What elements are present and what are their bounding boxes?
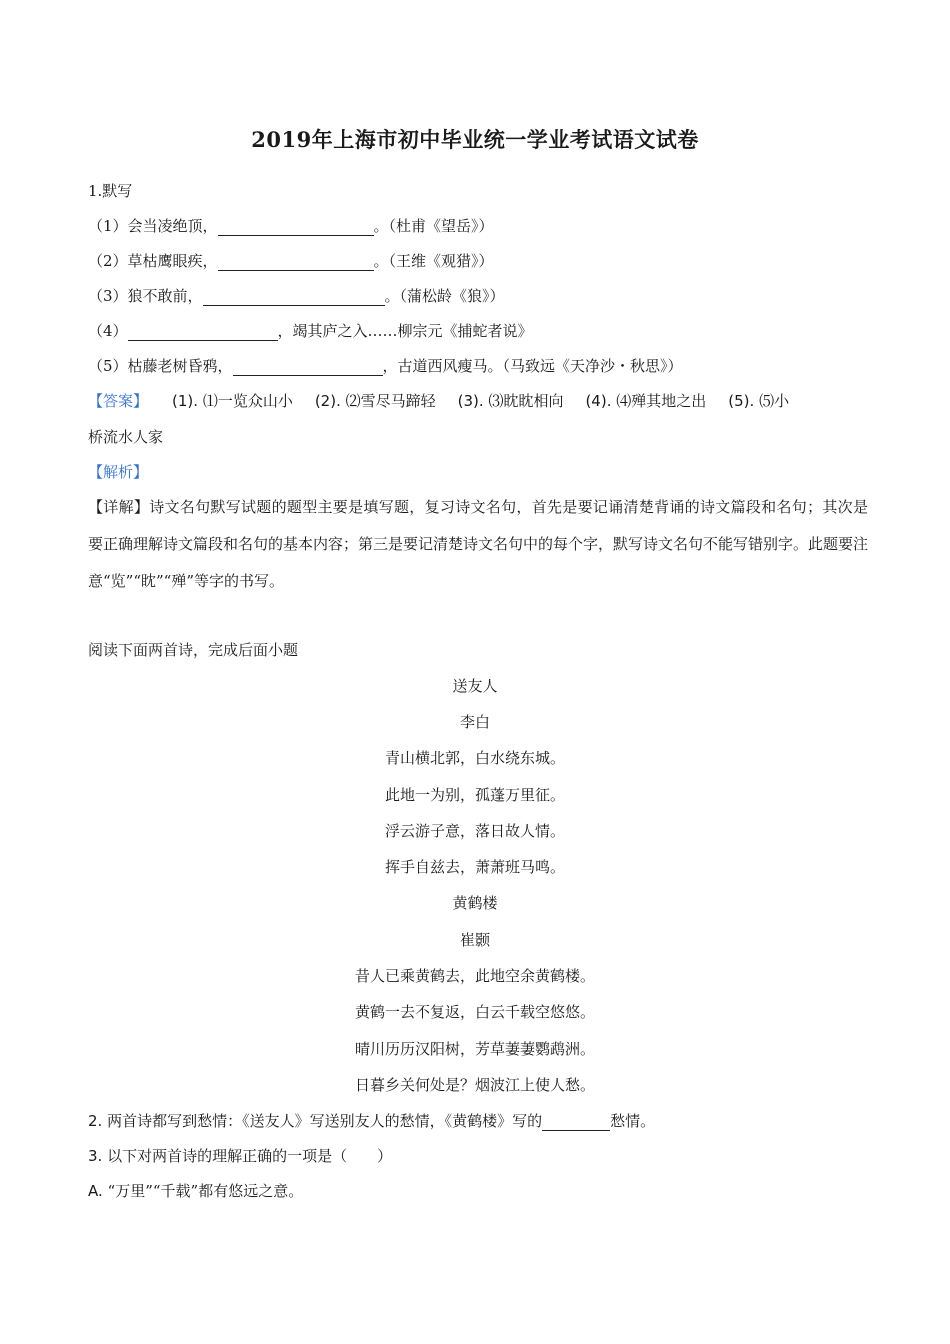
poem-2-line-3: 晴川历历汉阳树，芳草萋萋鹦鹉洲。: [354, 1040, 595, 1058]
recite-item-5-post: ，古道西风瘦马。（马致远《天净沙・秋思》）: [382, 357, 683, 375]
answer-blank-5[interactable]: [233, 359, 383, 376]
question-2-blank[interactable]: [542, 1114, 610, 1131]
recite-item-3-pre: （3）狼不敢前，: [88, 287, 203, 305]
reading-intro: 阅读下面两首诗，完成后面小题: [88, 641, 299, 659]
poem-2-title: 黄鹤楼: [452, 894, 498, 912]
answer-blank-1[interactable]: [218, 219, 374, 236]
option-a-label: A.: [88, 1182, 103, 1200]
option-a[interactable]: [88, 1181, 303, 1201]
page-title: 2019年上海市初中毕业统一学业考试语文试卷: [251, 127, 699, 152]
recite-item-4-post: ，竭其庐之入……柳宗元《捕蛇者说》: [277, 322, 533, 340]
question-3-number: 3.: [88, 1147, 103, 1165]
question-2-text-end: 愁情。: [610, 1112, 656, 1130]
recite-item-2-post: 。（王维《观猎》）: [373, 252, 494, 270]
answer-blank-2[interactable]: [218, 254, 374, 271]
detail-text: 诗文名句默写试题的题型主要是填写题，复习诗文名句，首先是要记诵清楚背诵的诗文篇段和名句；其次是要正确理解诗文篇段和名句的基本内容；第三是要记清楚诗文名句中的每个字，默写诗文名句不能写错别字。此题要注意“览”“眈”“殚”等字的书写。: [88, 498, 869, 590]
answer-num-3: (3).: [457, 392, 484, 410]
detail-tag: 【详解】: [88, 498, 150, 516]
answer-num-5: (5).: [728, 392, 755, 410]
poem-1-line-4: 挥手自兹去，萧萧班马鸣。: [384, 858, 565, 876]
recite-item-5: [88, 356, 683, 376]
poem-1-title: 送友人: [452, 677, 498, 695]
question-1-heading: 1.默写: [88, 182, 133, 200]
recite-item-1: [88, 216, 494, 236]
answer-blank-4[interactable]: [128, 324, 278, 341]
detail-paragraph: [88, 489, 868, 600]
recite-item-3-post: 。（蒲松龄《狼》）: [384, 287, 505, 305]
answer-tag: 【答案】: [88, 392, 149, 410]
poem-2-line-4: 日暮乡关何处是？烟波江上使人愁。: [354, 1076, 595, 1094]
analysis-tag: 【解析】: [88, 463, 149, 481]
answer-text-4: ⑷殚其地之出: [616, 392, 707, 410]
recite-item-4: [88, 321, 533, 341]
question-2-text: 两首诗都写到愁情：《送友人》写送别友人的愁情，《黄鹤楼》写的: [102, 1112, 543, 1130]
answer-text-3: ⑶眈眈相向: [488, 392, 564, 410]
poem-2-line-1: 昔人已乘黄鹤去，此地空余黄鹤楼。: [354, 967, 595, 985]
recite-item-1-pre: （1）会当凌绝顶，: [88, 217, 218, 235]
answer-num-4: (4).: [585, 392, 612, 410]
recite-item-2-pre: （2）草枯鹰眼疾，: [88, 252, 218, 270]
poem-1-author: 李白: [459, 713, 490, 731]
answer-text-2: ⑵雪尽马蹄轻: [345, 392, 436, 410]
answer-line: [88, 391, 789, 411]
question-3: [88, 1146, 392, 1166]
answer-num-2: (2).: [314, 392, 341, 410]
answer-num-1: (1).: [172, 392, 199, 410]
poem-1-line-2: 此地一为别，孤蓬万里征。: [384, 786, 565, 804]
poem-1-line-3: 浮云游子意，落日故人情。: [384, 822, 565, 840]
recite-item-5-pre: （5）枯藤老树昏鸦，: [88, 357, 233, 375]
question-2-number: 2.: [88, 1112, 103, 1130]
question-2: [88, 1111, 655, 1131]
poem-2-author: 崔颢: [459, 931, 490, 949]
question-3-text: 以下对两首诗的理解正确的一项是（ ）: [102, 1147, 393, 1165]
recite-item-2: [88, 251, 494, 271]
answer-continuation: 桥流水人家: [88, 428, 164, 446]
poem-2-line-2: 黄鹤一去不复返，白云千载空悠悠。: [354, 1003, 595, 1021]
recite-item-4-pre: （4）: [88, 322, 128, 340]
answer-text-1: ⑴一览众山小: [202, 392, 293, 410]
recite-item-3: [88, 286, 505, 306]
poem-1-line-1: 青山横北郭，白水绕东城。: [384, 749, 565, 767]
option-a-text: “万里”“千载”都有悠远之意。: [102, 1182, 304, 1200]
recite-item-1-post: 。（杜甫《望岳》）: [373, 217, 494, 235]
answer-text-5: ⑸小: [759, 392, 790, 410]
answer-blank-3[interactable]: [203, 289, 385, 306]
